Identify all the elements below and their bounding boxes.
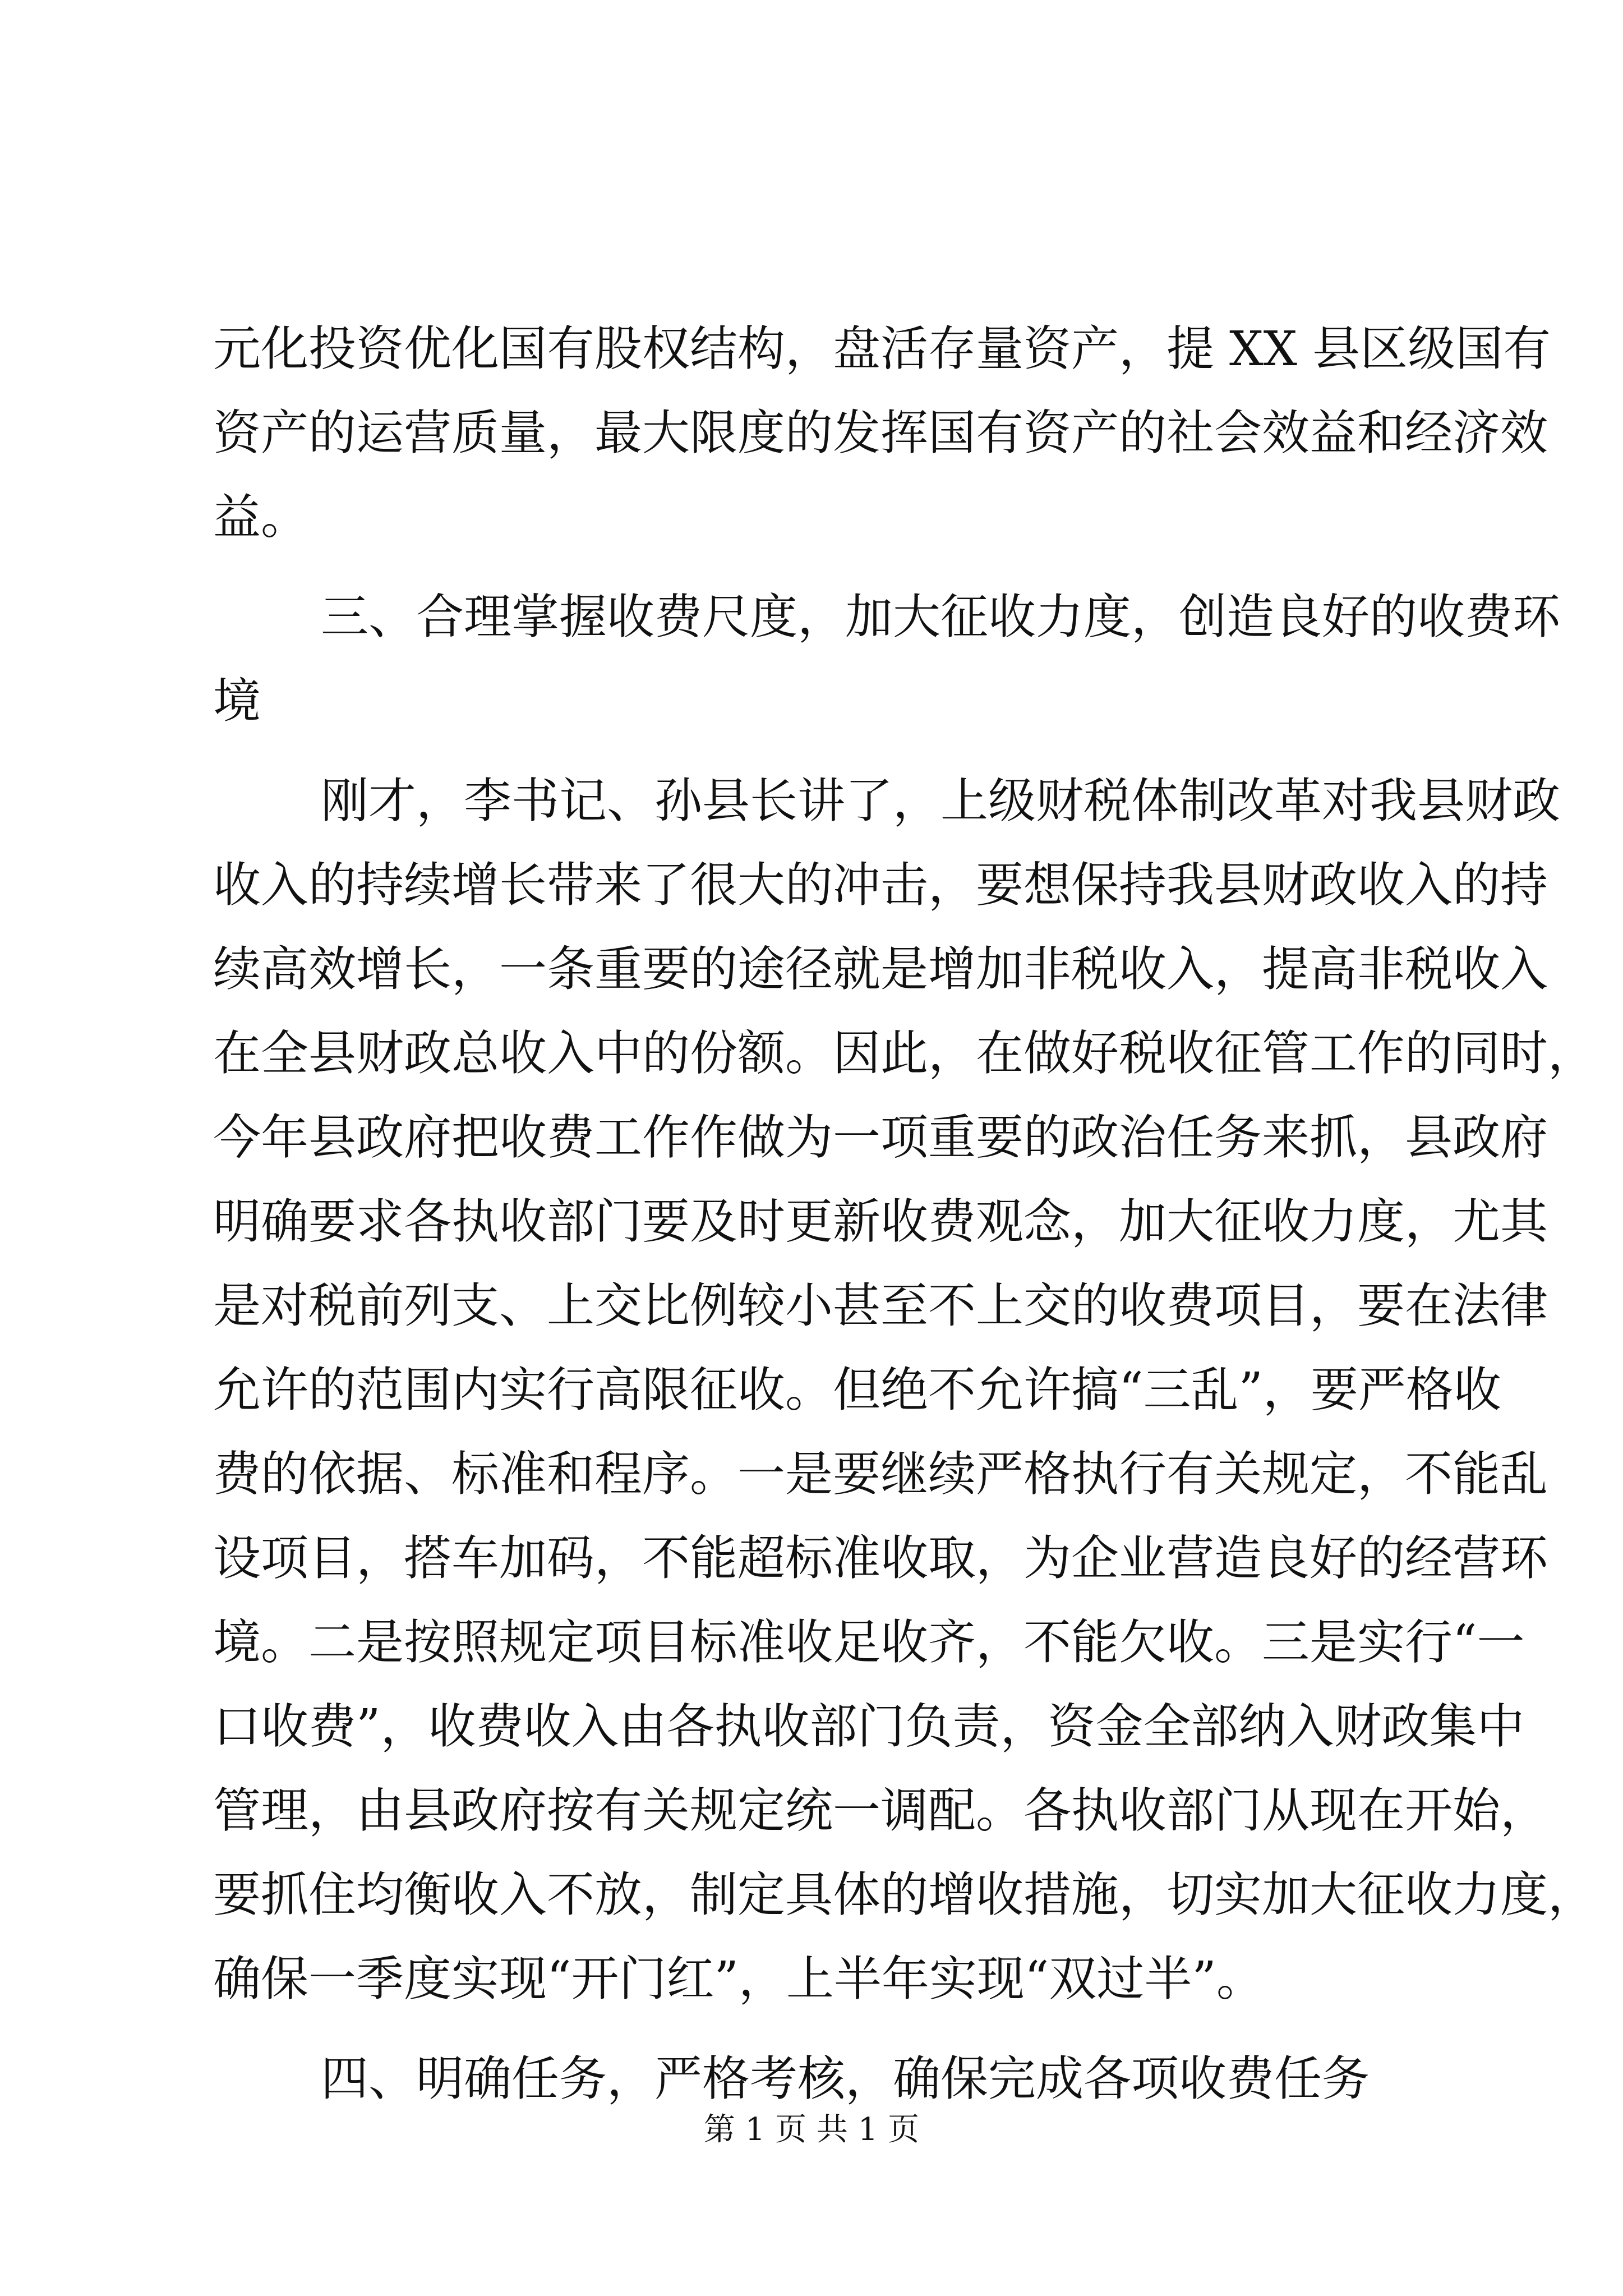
text-line: 益。 (213, 490, 309, 545)
text-line: 在全县财政总收入中的份额。因此，在做好税收征管工作的同时， (213, 1026, 1596, 1082)
text-line: 今年县政府把收费工作作做为一项重要的政治任务来抓，县政府 (213, 1110, 1548, 1166)
text-line: 设项目，搭车加码，不能超标准收取，为企业营造良好的经营环 (213, 1531, 1548, 1586)
paragraph-fee-collection (213, 760, 1596, 2022)
document-body (213, 307, 1596, 2122)
text-line: 续高效增长，一条重要的途径就是增加非税收入，提高非税收入 (213, 942, 1548, 997)
section-heading-3 (213, 576, 1561, 744)
text-line: 要抓住均衡收入不放，制定具体的增收措施，切实加大征收力度， (213, 1867, 1596, 1923)
text-line: 资产的运营质量，最大限度的发挥国有资产的社会效益和经济效 (213, 406, 1548, 461)
text-line: 收入的持续增长带来了很大的冲击，要想保持我县财政收入的持 (213, 858, 1548, 913)
heading-line: 三、合理掌握收费尺度，加大征收力度，创造良好的收费环 (321, 590, 1561, 645)
text-line: 是对税前列支、上交比例较小甚至不上交的收费项目，要在法律 (213, 1278, 1548, 1334)
text-line: 口收费”，收费收入由各执收部门负责，资金全部纳入财政集中 (213, 1699, 1525, 1755)
heading-line: 四、明确任务，严格考核，确保完成各项收费任务 (321, 2051, 1370, 2107)
text-line: 确保一季度实现“开门红”，上半年实现“双过半”。 (213, 1952, 1264, 2007)
text-line: 刚才，李书记、孙县长讲了，上级财税体制改革对我县财政 (321, 774, 1561, 829)
text-line: 境。二是按照规定项目标准收足收齐，不能欠收。三是实行“一 (213, 1615, 1525, 1671)
text-line: 允许的范围内实行高限征收。但绝不允许搞“三乱”，要严格收 (213, 1363, 1501, 1418)
text-line: 管理，由县政府按有关规定统一调配。各执收部门从现在开始， (213, 1783, 1548, 1839)
paragraph-continuation (213, 307, 1551, 560)
page-number: 第 1 页 共 1 页 (703, 2111, 920, 2148)
text-line: 明确要求各执收部门要及时更新收费观念，加大征收力度，尤其 (213, 1194, 1548, 1250)
page-footer (0, 2105, 1623, 2150)
heading-line: 境 (213, 674, 261, 729)
text-line: 元化投资优化国有股权结构，盘活存量资产，提 XX 县区级国有 (213, 321, 1551, 377)
text-line: 费的依据、标准和程序。一是要继续严格执行有关规定，不能乱 (213, 1447, 1548, 1502)
